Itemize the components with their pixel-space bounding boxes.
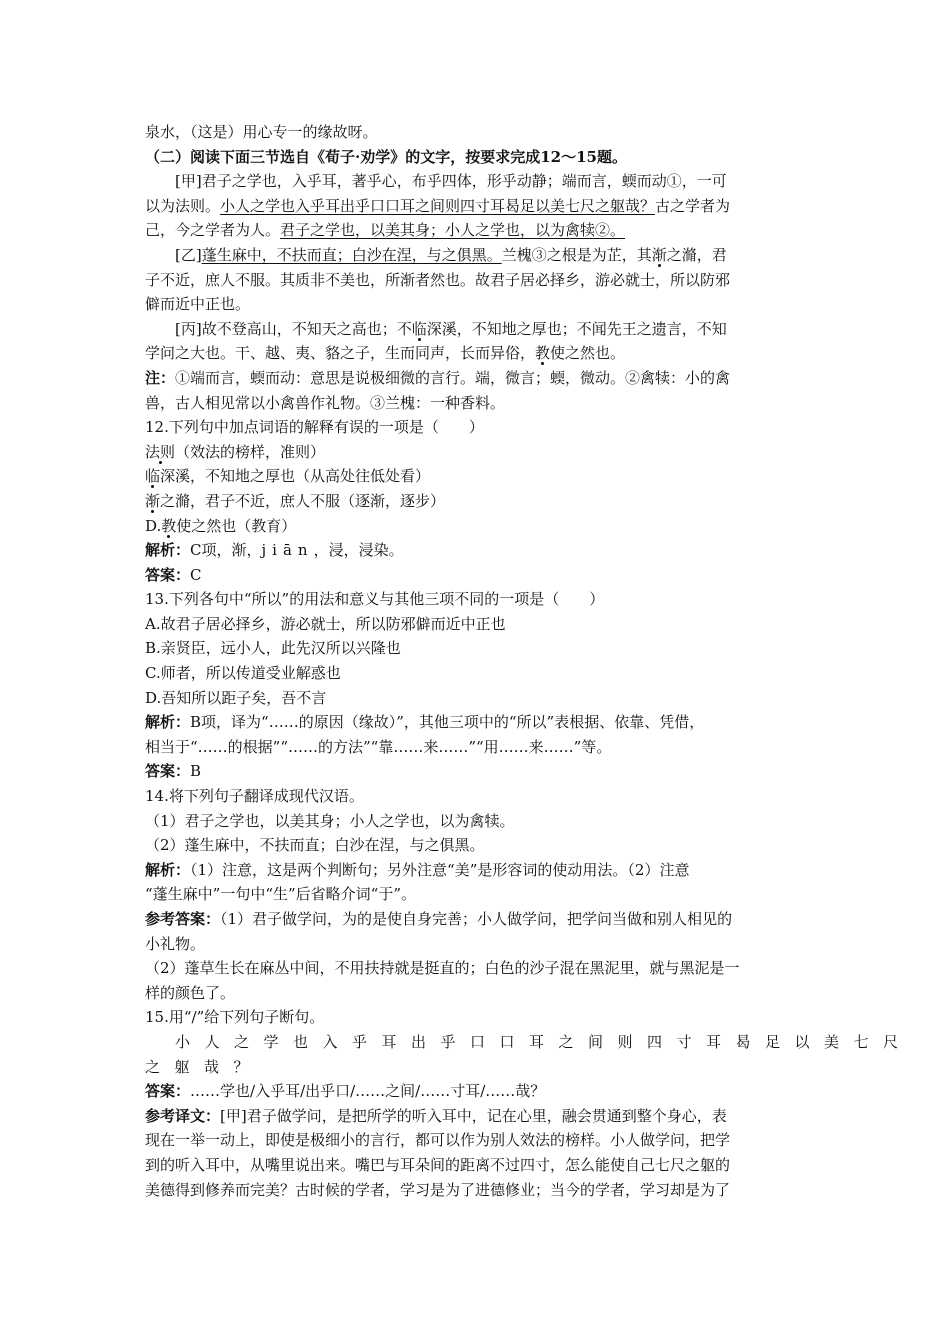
passage-text: 兰槐③之根是为芷，其	[501, 245, 652, 264]
passage-line: [甲]君子之学也，入乎耳，著乎心，布乎四体，形乎动静；端而言，蝡而动①，一可	[175, 172, 727, 191]
translation-line: 美德得到修养而完美？古时候的学者，学习是为了进德修业；当今的学者，学习却是为了	[145, 1180, 731, 1199]
analysis-line: “蓬生麻中”一句中“生”后省略介词“于”。	[145, 885, 417, 904]
option-letter: D.	[145, 516, 162, 535]
passage-line	[145, 341, 815, 366]
option-text: 深溪，不知地之厚也（从高处往低处看）	[160, 467, 431, 486]
punctuation-exercise-line: 之躯哉？	[145, 1057, 264, 1076]
translation-label: 参考译文：	[145, 1106, 221, 1125]
reference-answer-label: 参考答案：	[145, 910, 221, 928]
option-line	[145, 514, 815, 539]
passage-text: 之滫，君	[666, 245, 727, 264]
answer-label: 答案：	[145, 565, 191, 584]
notes-line	[145, 366, 815, 391]
passage-line: 子不近，庶人不服。其质非不美也，所渐者然也。故君子居必择乡，游必就士，所以防邪	[145, 270, 731, 289]
answer-text: ……学也/入乎耳/出乎口/……之间/……寸耳/……哉？	[190, 1082, 546, 1101]
option-text: 之滫，君子不近，庶人不服（逐渐，逐步）	[160, 491, 446, 510]
text-line: 泉水，（这是）用心专一的缘故呀。	[145, 123, 378, 141]
reference-answer-line: 小礼物。	[145, 934, 206, 953]
passage-text: 己，今之学者为人。	[145, 221, 281, 240]
emphasis-dotted-word: 渐	[145, 491, 161, 510]
question-stem: 14.将下列句子翻译成现代汉语。	[145, 787, 364, 806]
passage-line	[145, 218, 815, 243]
answer-label: 答案：	[145, 762, 191, 781]
reference-answer-line: 样的颜色了。	[145, 983, 236, 1002]
option-line	[145, 489, 815, 514]
passage-text: [丙]故不登高山，不知天之高也；不	[175, 319, 412, 338]
passage-text: 以为法则。	[145, 196, 221, 215]
emphasis-dotted-word: 法则	[145, 442, 176, 461]
passage-text: 使之然也。	[550, 344, 626, 363]
sub-question: （1）君子之学也，以美其身；小人之学也，以为禽犊。	[145, 811, 515, 830]
answer-line	[145, 1079, 815, 1104]
underlined-sentence: 君子之学也，以美其身；小人之学也，以为禽犊②。	[280, 221, 626, 240]
analysis-text: ，浸，浸染。	[313, 541, 404, 560]
analysis-label: 解析：	[145, 860, 191, 879]
option-line: D.吾知所以距子矣，吾不言	[145, 688, 327, 707]
option-line: C.师者，所以传道受业解惑也	[145, 664, 341, 683]
analysis-text: C项，渐，	[190, 541, 262, 560]
notes-text: ①端而言，蝡而动：意思是说极细微的言行。端，微言；蝡，微动。②禽犊：小的禽	[175, 368, 731, 387]
analysis-line	[145, 858, 815, 883]
option-line	[145, 440, 815, 465]
passage-text: [乙]	[175, 245, 202, 264]
punctuation-exercise-line: 小人之学也入乎耳出乎口口耳之间则四寸耳曷足以美七尺	[175, 1032, 913, 1051]
option-line: A.故君子居必择乡，游必就士，所以防邪僻而近中正也	[145, 614, 506, 633]
option-line: B.亲贤臣，远小人，此先汉所以兴隆也	[145, 639, 401, 658]
option-text: （效法的榜样，准则）	[175, 442, 326, 461]
reference-answer-line	[145, 907, 815, 932]
section-heading: （二）阅读下面三节选自《荀子·劝学》的文字，按要求完成12～15题。	[145, 147, 627, 166]
emphasis-dotted-word: 教	[535, 344, 551, 363]
notes-label: 注：	[145, 368, 176, 387]
reference-answer-text: （1）君子做学问，为的是使自身完善；小人做学问，把学问当做和别人相见的	[220, 910, 733, 928]
underlined-sentence: 蓬生麻中，不扶而直；白沙在涅，与之俱黑。	[201, 245, 502, 264]
notes-line: 兽，古人相见常以小禽兽作礼物。③兰槐：一种香料。	[145, 393, 506, 412]
emphasis-dotted-word: 渐	[651, 245, 667, 264]
passage-line	[145, 194, 815, 219]
emphasis-dotted-word: 临	[145, 467, 161, 486]
option-text: 使之然也（教育）	[176, 516, 297, 535]
underlined-sentence: 小人之学也入乎耳出乎口口耳之间则四寸耳曷足以美七尺之躯哉？	[220, 196, 656, 215]
document-page	[145, 120, 913, 1202]
answer-line	[145, 563, 815, 588]
analysis-line: 相当于“……的根据”“……的方法”“靠……来……”“用……来……”等。	[145, 737, 612, 756]
answer-label: 答案：	[145, 1082, 191, 1101]
passage-text: 学问之大也。干、越、夷、貉之子，生而同声，长而异俗，	[145, 344, 536, 363]
translation-line	[145, 1104, 815, 1129]
option-line	[145, 464, 815, 489]
answer-text: C	[190, 565, 202, 584]
passage-line: 僻而近中正也。	[145, 295, 251, 314]
question-stem: 12.下列句中加点词语的解释有误的一项是（ ）	[145, 418, 484, 437]
reference-answer-line: （2）蓬草生长在麻丛中间，不用扶持就是挺直的；白色的沙子混在黑泥里，就与黑泥是一	[145, 959, 740, 978]
answer-line	[145, 759, 815, 784]
passage-line	[145, 243, 815, 268]
emphasis-dotted-word: 临	[411, 319, 427, 338]
question-stem: 13.下列各句中“所以”的用法和意义与其他三项不同的一项是（ ）	[145, 590, 605, 609]
analysis-label: 解析：	[145, 713, 191, 732]
analysis-line	[145, 538, 815, 563]
translation-text: [甲]君子做学问，是把所学的听入耳中，记在心里，融会贯通到整个身心，表	[220, 1106, 727, 1125]
emphasis-dotted-word: 教	[161, 516, 177, 535]
analysis-label: 解析：	[145, 541, 191, 560]
analysis-line	[145, 710, 815, 735]
analysis-text: （1）注意，这是两个判断句；另外注意“美”是形容词的使动用法。（2）注意	[190, 860, 690, 879]
sub-question: （2）蓬生麻中，不扶而直；白沙在涅，与之俱黑。	[145, 836, 485, 855]
passage-text: 古之学者为	[655, 196, 731, 215]
analysis-text: B项，译为“……的原因（缘故）”，其他三项中的“所以”表根据、依靠、凭借，	[190, 713, 705, 732]
passage-line	[145, 317, 815, 342]
pinyin-text: jiān	[261, 541, 314, 560]
question-stem: 15.用“/”给下列句子断句。	[145, 1008, 325, 1027]
translation-line: 现在一举一动上，即使是极细小的言行，都可以作为别人效法的榜样。小人做学问，把学	[145, 1131, 731, 1150]
answer-text: B	[190, 762, 202, 781]
passage-text: 深溪，不知地之厚也；不闻先王之遗言，不知	[426, 319, 727, 338]
translation-line: 到的听入耳中，从嘴里说出来。嘴巴与耳朵间的距离不过四寸，怎么能使自己七尺之躯的	[145, 1155, 731, 1174]
